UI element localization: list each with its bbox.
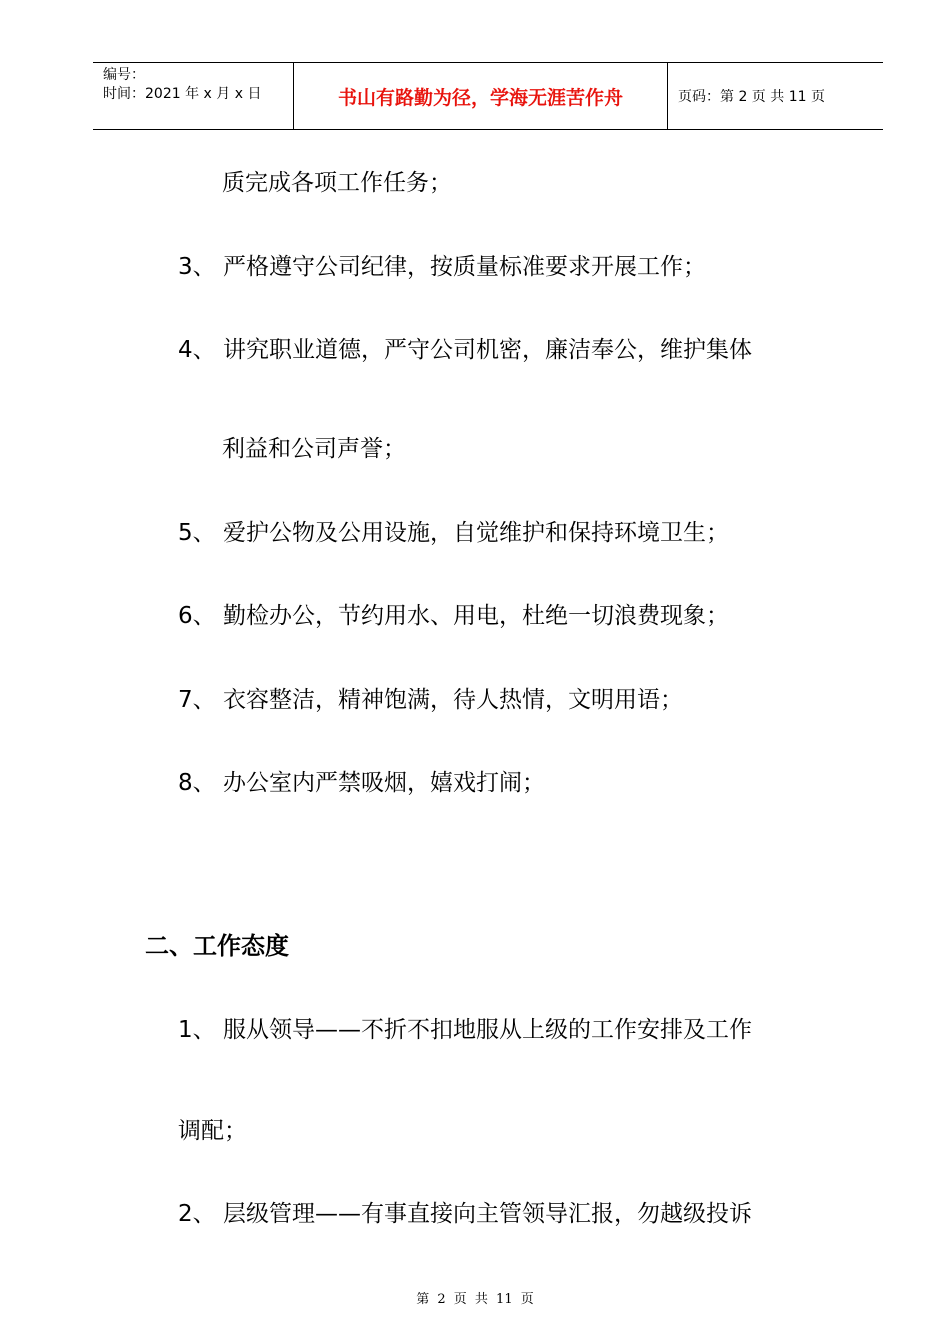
- list-item-continuation: 利益和公司声誉；: [222, 436, 406, 462]
- header-page-info: 页码：第 2 页 共 11 页: [678, 89, 825, 105]
- list-item: 5、 爱护公物及公用设施，自觉维护和保持环境卫生；: [178, 520, 729, 546]
- list-item-continuation: 调配；: [178, 1118, 247, 1144]
- list-item: 8、 办公室内严禁吸烟，嬉戏打闹；: [178, 770, 545, 796]
- list-item: 7、 衣容整洁，精神饱满，待人热情，文明用语；: [178, 687, 683, 713]
- header-meta: [93, 63, 294, 129]
- list-item: 2、 层级管理——有事直接向主管领导汇报，勿越级投诉: [178, 1201, 752, 1227]
- list-item: 1、 服从领导——不折不扣地服从上级的工作安排及工作: [178, 1017, 752, 1043]
- document-code: 编号：: [103, 67, 145, 83]
- list-item: 6、 勤检办公，节约用水、用电，杜绝一切浪费现象；: [178, 603, 729, 629]
- section-heading: 二、工作态度: [145, 932, 289, 960]
- list-item: 4、 讲究职业道德，严守公司机密，廉洁奉公，维护集体: [178, 337, 752, 363]
- page-footer: 第 2 页 共 11 页: [416, 1292, 534, 1307]
- body-line: 质完成各项工作任务；: [222, 170, 452, 196]
- page-header: [93, 62, 883, 130]
- header-motto: 书山有路勤为径，学海无涯苦作舟: [294, 63, 668, 129]
- list-item: 3、 严格遵守公司纪律，按质量标准要求开展工作；: [178, 254, 706, 280]
- document-date: 时间：2021 年 x 月 x 日: [103, 86, 262, 102]
